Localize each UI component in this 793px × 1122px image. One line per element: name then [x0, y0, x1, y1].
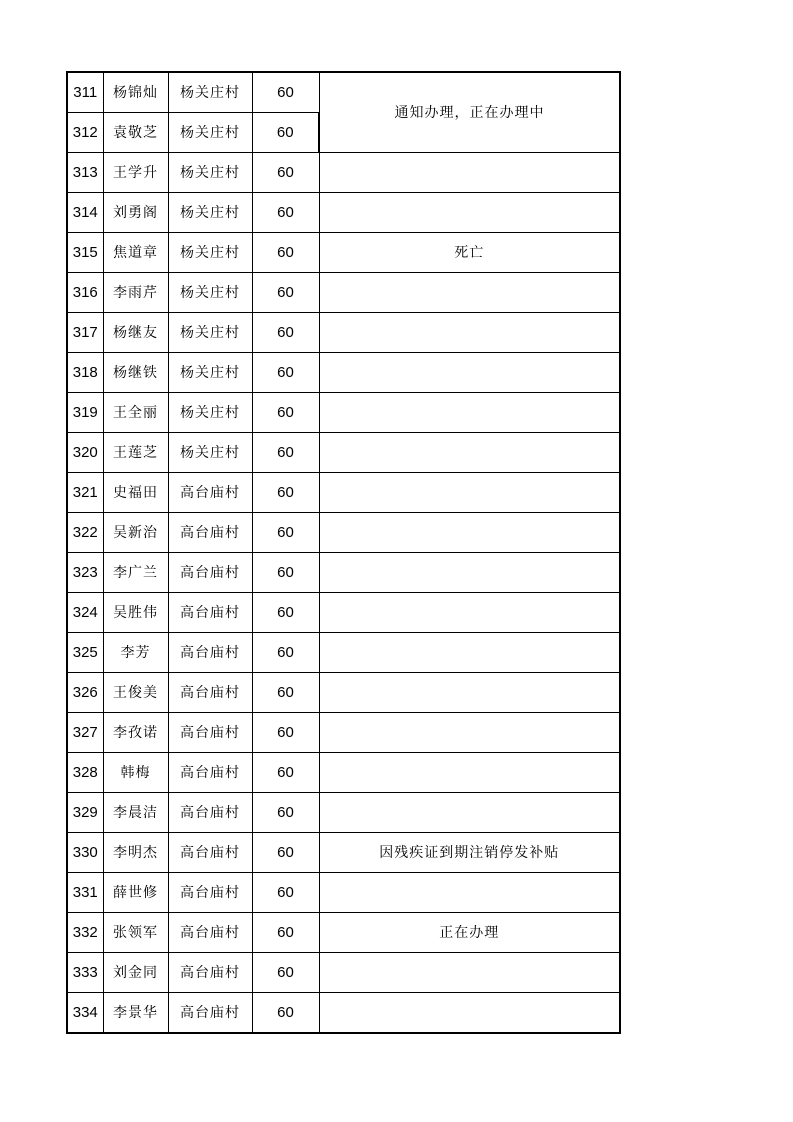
row-number-cell: 318	[67, 353, 103, 393]
village-cell: 高台庙村	[168, 873, 252, 913]
remark-cell	[319, 273, 620, 313]
village-cell: 杨关庄村	[168, 273, 252, 313]
name-cell: 焦道章	[103, 233, 168, 273]
amount-cell: 60	[252, 113, 319, 153]
subsidy-table	[66, 71, 621, 1034]
remark-cell	[319, 993, 620, 1034]
name-cell: 张领军	[103, 913, 168, 953]
amount-cell: 60	[252, 72, 319, 113]
table-row	[67, 913, 620, 953]
amount-cell: 60	[252, 553, 319, 593]
remark-cell	[319, 153, 620, 193]
name-cell: 韩梅	[103, 753, 168, 793]
amount-cell: 60	[252, 313, 319, 353]
table-row	[67, 713, 620, 753]
row-number-cell: 314	[67, 193, 103, 233]
remark-cell: 通知办理，正在办理中	[319, 72, 620, 153]
village-cell: 高台庙村	[168, 593, 252, 633]
village-cell: 高台庙村	[168, 793, 252, 833]
row-number-cell: 320	[67, 433, 103, 473]
name-cell: 李孜诺	[103, 713, 168, 753]
amount-cell: 60	[252, 513, 319, 553]
row-number-cell: 331	[67, 873, 103, 913]
row-number-cell: 319	[67, 393, 103, 433]
remark-cell	[319, 873, 620, 913]
amount-cell: 60	[252, 233, 319, 273]
row-number-cell: 317	[67, 313, 103, 353]
amount-cell: 60	[252, 473, 319, 513]
village-cell: 高台庙村	[168, 513, 252, 553]
amount-cell: 60	[252, 913, 319, 953]
name-cell: 刘金同	[103, 953, 168, 993]
row-number-cell: 322	[67, 513, 103, 553]
table-row	[67, 673, 620, 713]
amount-cell: 60	[252, 873, 319, 913]
row-number-cell: 334	[67, 993, 103, 1034]
table-row	[67, 553, 620, 593]
name-cell: 李晨洁	[103, 793, 168, 833]
amount-cell: 60	[252, 633, 319, 673]
remark-cell: 死亡	[319, 233, 620, 273]
village-cell: 高台庙村	[168, 993, 252, 1034]
amount-cell: 60	[252, 593, 319, 633]
table-row	[67, 793, 620, 833]
village-cell: 高台庙村	[168, 913, 252, 953]
table-row	[67, 633, 620, 673]
village-cell: 杨关庄村	[168, 193, 252, 233]
table-row	[67, 153, 620, 193]
table-body	[67, 72, 620, 1033]
remark-cell	[319, 353, 620, 393]
row-number-cell: 323	[67, 553, 103, 593]
name-cell: 刘勇阁	[103, 193, 168, 233]
table-row	[67, 513, 620, 553]
table-row	[67, 833, 620, 873]
remark-cell: 正在办理	[319, 913, 620, 953]
table-row	[67, 273, 620, 313]
amount-cell: 60	[252, 753, 319, 793]
village-cell: 高台庙村	[168, 713, 252, 753]
village-cell: 高台庙村	[168, 753, 252, 793]
table-row	[67, 993, 620, 1034]
name-cell: 李广兰	[103, 553, 168, 593]
amount-cell: 60	[252, 953, 319, 993]
name-cell: 薛世修	[103, 873, 168, 913]
village-cell: 高台庙村	[168, 673, 252, 713]
row-number-cell: 332	[67, 913, 103, 953]
row-number-cell: 329	[67, 793, 103, 833]
name-cell: 吴新治	[103, 513, 168, 553]
village-cell: 杨关庄村	[168, 353, 252, 393]
amount-cell: 60	[252, 433, 319, 473]
village-cell: 杨关庄村	[168, 113, 252, 153]
amount-cell: 60	[252, 673, 319, 713]
row-number-cell: 313	[67, 153, 103, 193]
name-cell: 王学升	[103, 153, 168, 193]
village-cell: 高台庙村	[168, 473, 252, 513]
name-cell: 李雨芹	[103, 273, 168, 313]
name-cell: 袁敬芝	[103, 113, 168, 153]
table-row	[67, 753, 620, 793]
village-cell: 杨关庄村	[168, 233, 252, 273]
remark-cell	[319, 953, 620, 993]
row-number-cell: 326	[67, 673, 103, 713]
remark-cell	[319, 313, 620, 353]
name-cell: 王莲芝	[103, 433, 168, 473]
row-number-cell: 333	[67, 953, 103, 993]
name-cell: 杨继友	[103, 313, 168, 353]
name-cell: 吴胜伟	[103, 593, 168, 633]
row-number-cell: 316	[67, 273, 103, 313]
table-row	[67, 433, 620, 473]
row-number-cell: 311	[67, 72, 103, 113]
row-number-cell: 321	[67, 473, 103, 513]
remark-cell	[319, 793, 620, 833]
remark-cell	[319, 473, 620, 513]
amount-cell: 60	[252, 793, 319, 833]
row-number-cell: 327	[67, 713, 103, 753]
village-cell: 杨关庄村	[168, 433, 252, 473]
name-cell: 杨继铁	[103, 353, 168, 393]
table-row	[67, 193, 620, 233]
table-row	[67, 953, 620, 993]
village-cell: 高台庙村	[168, 633, 252, 673]
village-cell: 杨关庄村	[168, 153, 252, 193]
remark-cell	[319, 633, 620, 673]
table-row	[67, 593, 620, 633]
row-number-cell: 330	[67, 833, 103, 873]
name-cell: 李明杰	[103, 833, 168, 873]
amount-cell: 60	[252, 353, 319, 393]
village-cell: 高台庙村	[168, 553, 252, 593]
remark-cell	[319, 393, 620, 433]
amount-cell: 60	[252, 273, 319, 313]
table-row	[67, 393, 620, 433]
amount-cell: 60	[252, 713, 319, 753]
village-cell: 高台庙村	[168, 833, 252, 873]
name-cell: 李景华	[103, 993, 168, 1034]
row-number-cell: 312	[67, 113, 103, 153]
remark-cell: 因残疾证到期注销停发补贴	[319, 833, 620, 873]
remark-cell	[319, 193, 620, 233]
remark-cell	[319, 553, 620, 593]
amount-cell: 60	[252, 153, 319, 193]
amount-cell: 60	[252, 993, 319, 1034]
name-cell: 李芳	[103, 633, 168, 673]
name-cell: 王俊美	[103, 673, 168, 713]
name-cell: 王全丽	[103, 393, 168, 433]
table-row	[67, 72, 620, 113]
amount-cell: 60	[252, 193, 319, 233]
row-number-cell: 315	[67, 233, 103, 273]
village-cell: 杨关庄村	[168, 72, 252, 113]
village-cell: 杨关庄村	[168, 313, 252, 353]
remark-cell	[319, 673, 620, 713]
row-number-cell: 324	[67, 593, 103, 633]
remark-cell	[319, 513, 620, 553]
amount-cell: 60	[252, 833, 319, 873]
amount-cell: 60	[252, 393, 319, 433]
name-cell: 史福田	[103, 473, 168, 513]
village-cell: 高台庙村	[168, 953, 252, 993]
row-number-cell: 328	[67, 753, 103, 793]
table-row	[67, 313, 620, 353]
village-cell: 杨关庄村	[168, 393, 252, 433]
remark-cell	[319, 753, 620, 793]
remark-cell	[319, 713, 620, 753]
table-row	[67, 873, 620, 913]
table-row	[67, 353, 620, 393]
remark-cell	[319, 433, 620, 473]
row-number-cell: 325	[67, 633, 103, 673]
table-row	[67, 473, 620, 513]
name-cell: 杨锦灿	[103, 72, 168, 113]
remark-cell	[319, 593, 620, 633]
table-row	[67, 233, 620, 273]
